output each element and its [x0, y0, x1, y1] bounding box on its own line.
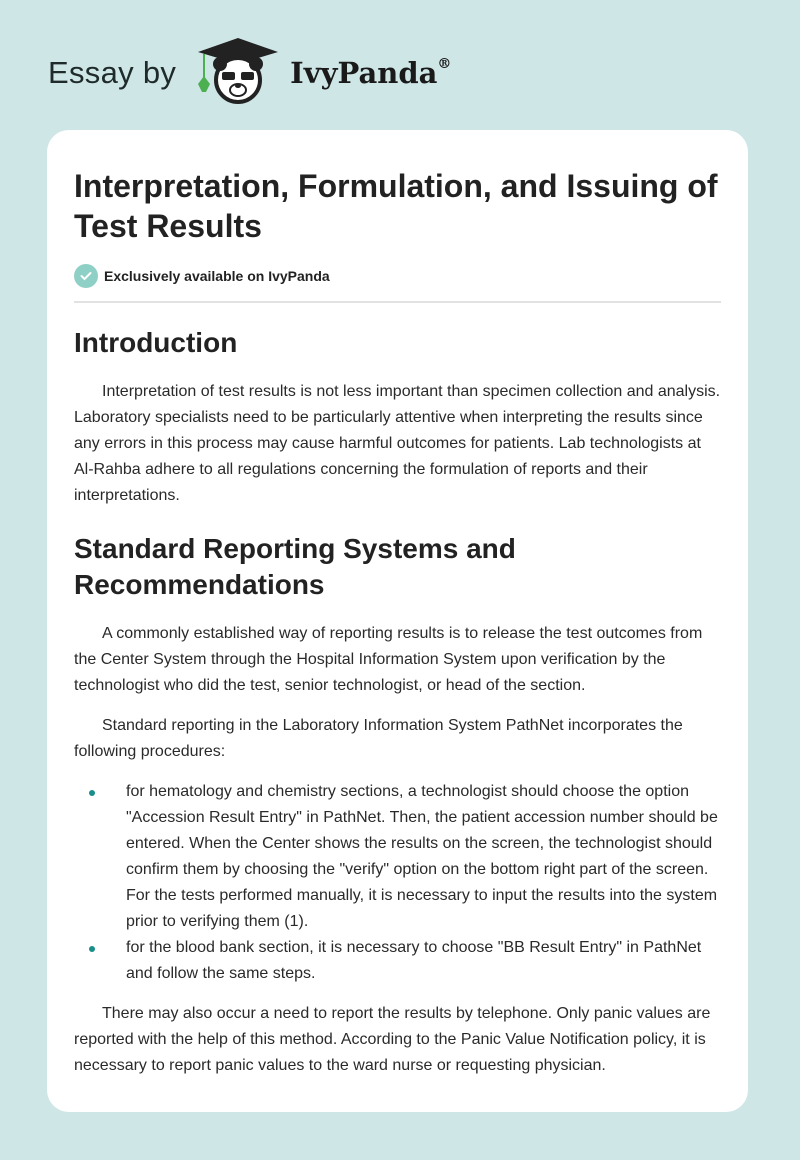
article-card [47, 130, 748, 1112]
brand-text: IvyPanda [290, 56, 438, 90]
article-title: Interpretation, Formulation, and Issuing of Test Results [74, 168, 718, 244]
site-header [48, 38, 451, 108]
divider [74, 301, 721, 303]
brand-name[interactable] [290, 56, 451, 90]
paragraph: There may also occur a need to report the results by telephone. Only panic values are reported with the help of this method. According to the Panic Value Notification policy, it is necessary to report panic values to the ward nurse or requesting physician. [74, 1005, 711, 1074]
check-icon [74, 264, 98, 288]
registered-mark: ® [437, 56, 452, 73]
paragraph: Interpretation of test results is not less important than specimen collection and analysis. Laboratory specialists need to be particularly attentive when interpreting the results since any errors in this process may cause harmful outcomes for patients. Lab technologists at Al-Rahba adhere to all regulations concerning the formulation of reports and their interpretations. [74, 383, 721, 504]
essay-by-label: Essay by [48, 55, 177, 90]
section-heading: Introduction [74, 327, 238, 358]
list-item: for hematology and chemistry sections, a technologist should choose the option "Accession Result Entry" in PathNet. Then, the patient accession number should be entered. When the Center shows the results on the screen, the technologist should confirm them by choosing the "verify" option on the bottom right part of the screen. For the tests performed manually, it is necessary to input the results into the system prior to verifying them (1). [74, 779, 721, 935]
exclusive-badge [74, 264, 721, 288]
procedure-list [74, 779, 721, 987]
panda-logo-icon[interactable] [194, 36, 282, 111]
badge-text: Exclusively available on IvyPanda [104, 268, 330, 284]
paragraph: Standard reporting in the Laboratory Information System PathNet incorporates the following procedures: [74, 717, 683, 760]
section-heading: Standard Reporting Systems and Recommendations [74, 533, 516, 600]
paragraph: A commonly established way of reporting results is to release the test outcomes from the Center System through the Hospital Information System upon verification by the technologist who did the test, senior technologist, or head of the section. [74, 625, 703, 694]
list-item: for the blood bank section, it is necessary to choose "BB Result Entry" in PathNet and follow the same steps. [74, 935, 721, 987]
